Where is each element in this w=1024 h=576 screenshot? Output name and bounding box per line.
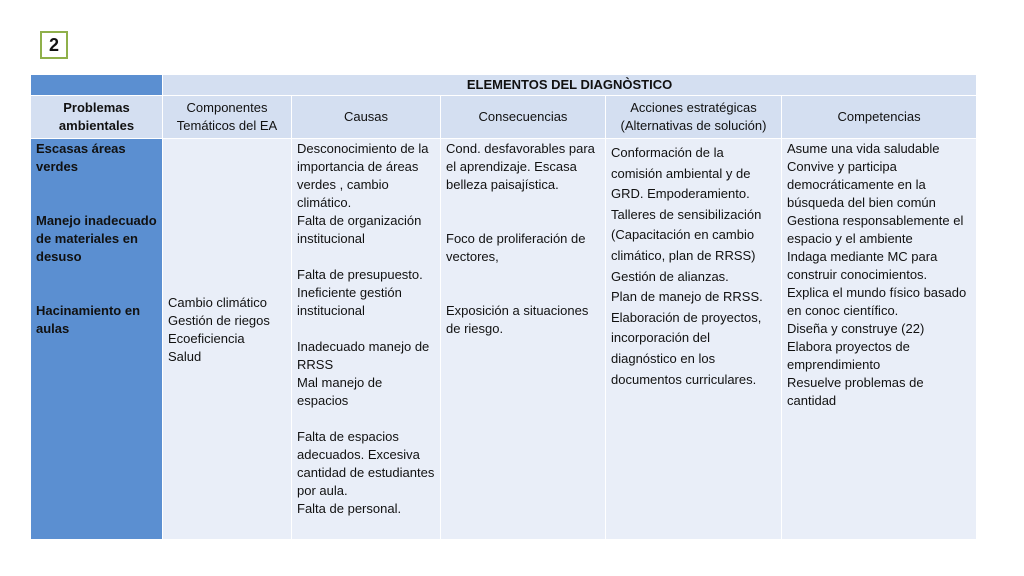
competencia-item: Convive y participa democráticamente en la búsqueda del bien común xyxy=(787,159,936,210)
componente-item: Ecoeficiencia xyxy=(168,331,245,346)
competencia-item: Gestiona responsablemente el espacio y el ambiente xyxy=(787,213,964,246)
causa-item: Inadecuado manejo de RRSS xyxy=(297,339,430,372)
accion-item: Conformación de la comisión ambiental y de GRD. Empoderamiento. xyxy=(611,145,751,202)
header-problemas: Problemas ambientales xyxy=(31,96,163,139)
componente-item: Gestión de riegos xyxy=(168,313,270,328)
consecuencia-item: Cond. desfavorables para el aprendizaje. Escasa belleza paisajística. xyxy=(446,141,595,192)
problema-item: Hacinamiento en aulas xyxy=(36,303,141,336)
header-consecuencias: Consecuencias xyxy=(441,96,606,139)
consecuencia-item: Exposición a situaciones de riesgo. xyxy=(446,303,589,336)
acciones-cell xyxy=(606,139,782,540)
table-title: ELEMENTOS DEL DIAGNÒSTICO xyxy=(163,75,977,96)
competencia-item: Elabora proyectos de emprendimiento xyxy=(787,339,910,372)
competencia-item: Resuelve problemas de cantidad xyxy=(787,375,924,408)
table-title-row xyxy=(31,75,977,96)
competencia-item: Asume una vida saludable xyxy=(787,141,940,156)
problemas-cell xyxy=(31,139,163,540)
header-competencias: Competencias xyxy=(782,96,977,139)
table-header-row xyxy=(31,96,977,139)
competencias-cell xyxy=(782,139,977,540)
competencia-item: Explica el mundo físico basado en conoc científico. xyxy=(787,285,967,318)
accion-item: Plan de manejo de RRSS. xyxy=(611,289,763,305)
competencia-item: Indaga mediante MC para construir conocimientos. xyxy=(787,249,938,282)
causa-item: Falta de presupuesto. Ineficiente gestión institucional xyxy=(297,267,423,318)
componente-item: Cambio climático xyxy=(168,295,267,310)
table-body-row xyxy=(31,139,977,540)
causa-item: Falta de organización institucional xyxy=(297,213,422,246)
causa-item: Falta de espacios adecuados. Excesiva cantidad de estudiantes por aula. xyxy=(297,429,435,498)
componente-item: Salud xyxy=(168,349,202,364)
diagnostic-table xyxy=(30,74,977,540)
header-acciones: Acciones estratégicas (Alternativas de solución) xyxy=(606,96,782,139)
causa-item: Falta de personal. xyxy=(297,501,402,516)
causa-item: Desconocimiento de la importancia de áreas verdes , cambio climático. xyxy=(297,141,429,210)
consecuencia-item: Foco de proliferación de vectores, xyxy=(446,231,586,264)
header-causas: Causas xyxy=(292,96,441,139)
accion-item: Talleres de sensibilización (Capacitación en cambio climático, plan de RRSS) xyxy=(611,206,762,263)
componentes-cell xyxy=(163,139,292,540)
title-corner-cell xyxy=(31,75,163,96)
slide-number-badge: 2 xyxy=(40,31,68,59)
competencia-item: Diseña y construye (22) xyxy=(787,321,925,336)
problema-item: Manejo inadecuado de materiales en desuso xyxy=(36,213,157,264)
accion-item: Elaboración de proyectos, incorporación del diagnóstico en los documentos curriculares. xyxy=(611,309,762,387)
problema-item: Escasas áreas verdes xyxy=(36,141,126,174)
accion-item: Gestión de alianzas. xyxy=(611,268,729,284)
causas-cell xyxy=(292,139,441,540)
header-componentes: Componentes Temáticos del EA xyxy=(163,96,292,139)
causa-item: Mal manejo de espacios xyxy=(297,375,383,408)
consecuencias-cell xyxy=(441,139,606,540)
